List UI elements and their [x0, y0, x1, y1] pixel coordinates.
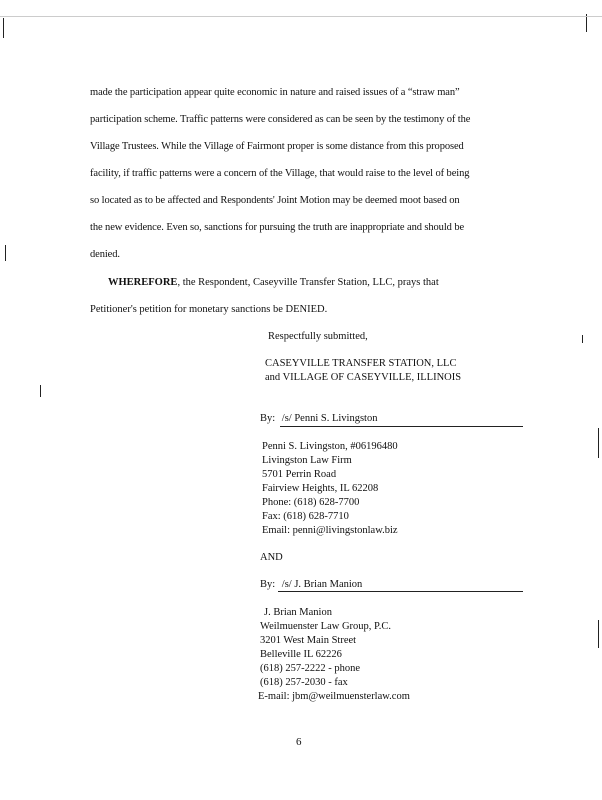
signature-1-line-2: Livingston Law Firm — [262, 455, 352, 466]
signature-2-line-6: (618) 257-2030 - fax — [260, 677, 348, 688]
party-line-2: and VILLAGE OF CASEYVILLE, ILLINOIS — [265, 372, 462, 383]
respectfully-submitted: Respectfully submitted, — [268, 331, 368, 342]
signature-2-by-label: By: — [260, 579, 276, 590]
signature-2-underline — [278, 591, 523, 592]
signature-1-line-7: Email: penni@livingstonlaw.biz — [262, 525, 398, 536]
scan-mark-right-3 — [598, 620, 599, 648]
and-separator: AND — [260, 552, 283, 563]
signature-1-name: /s/ Penni S. Livingston — [281, 413, 378, 424]
scan-mark-left-1 — [5, 245, 6, 261]
signature-1-by — [260, 412, 377, 425]
signature-1-line-1: Penni S. Livingston, #06196480 — [262, 441, 398, 452]
signature-2-line-1: J. Brian Manion — [264, 607, 332, 618]
signature-2-by — [260, 578, 362, 591]
page-number: 6 — [296, 736, 302, 748]
body-line-3: Village Trustees. While the Village of Fairmont proper is some distance from this proposed — [90, 141, 464, 152]
body-line-1: made the participation appear quite economic in nature and raised issues of a “straw man” — [90, 87, 460, 98]
signature-2-line-3: 3201 West Main Street — [260, 635, 357, 646]
body-line-5: so located as to be affected and Respondents' Joint Motion may be deemed moot based on — [90, 195, 460, 206]
wherefore-text: , the Respondent, Caseyville Transfer Station, LLC, prays that — [177, 277, 439, 288]
scan-mark-right-1 — [598, 428, 599, 458]
signature-2-name: /s/ J. Brian Manion — [281, 579, 363, 590]
scan-mark-left-2 — [40, 385, 41, 397]
signature-1-line-6: Fax: (618) 628-7710 — [262, 511, 349, 522]
scan-mark-right-2 — [582, 335, 583, 343]
wherefore-line-1 — [108, 276, 439, 289]
signature-2-line-7: E-mail: jbm@weilmuensterlaw.com — [258, 691, 410, 702]
wherefore-line-2: Petitioner's petition for monetary sanctions be DENIED. — [90, 304, 328, 315]
body-line-6: the new evidence. Even so, sanctions for pursuing the truth are inappropriate and should be — [90, 222, 465, 233]
signature-1-by-label: By: — [260, 413, 276, 424]
body-line-4: facility, if traffic patterns were a concern of the Village, that would raise to the level of being — [90, 168, 470, 179]
signature-1-line-5: Phone: (618) 628-7700 — [262, 497, 360, 508]
body-line-7: denied. — [90, 249, 120, 260]
signature-1-line-4: Fairview Heights, IL 62208 — [262, 483, 379, 494]
signature-1-underline — [280, 426, 523, 427]
scan-mark-top-line — [0, 16, 602, 17]
wherefore-heading: WHEREFORE — [108, 277, 178, 288]
body-line-2: participation scheme. Traffic patterns were considered as can be seen by the testimony of the — [90, 114, 471, 125]
signature-2-line-4: Belleville IL 62226 — [260, 649, 342, 660]
signature-2-line-5: (618) 257-2222 - phone — [260, 663, 361, 674]
scan-mark-top-left — [3, 18, 4, 38]
party-line-1: CASEYVILLE TRANSFER STATION, LLC — [265, 358, 457, 369]
signature-2-line-2: Weilmuenster Law Group, P.C. — [260, 621, 391, 632]
signature-1-line-3: 5701 Perrin Road — [262, 469, 337, 480]
